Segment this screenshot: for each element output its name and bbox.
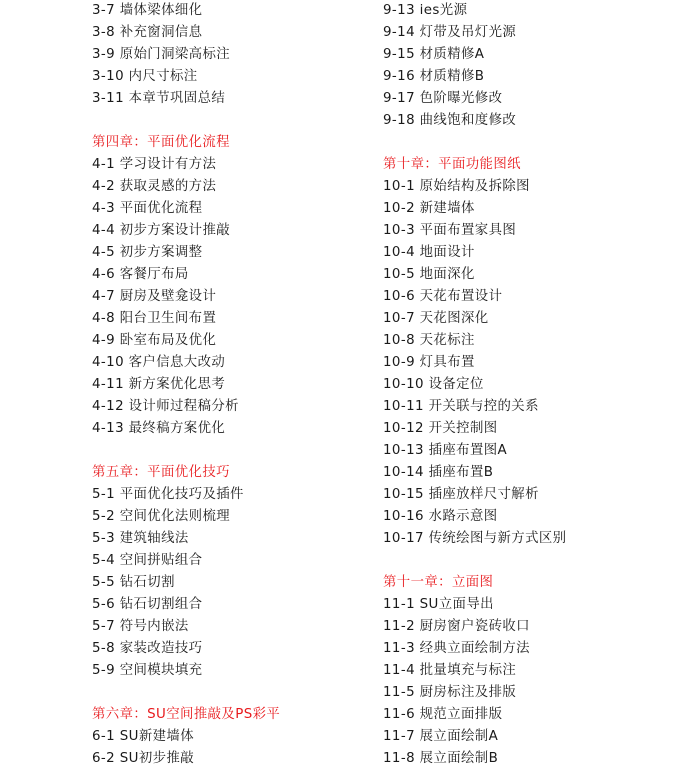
chapter-heading: 第五章：平面优化技巧	[92, 465, 230, 480]
lesson-item: 11-7 展立面绘制A	[383, 729, 499, 744]
lesson-item: 5-3 建筑轴线法	[92, 531, 189, 546]
lesson-item: 4-9 卧室布局及优化	[92, 333, 217, 348]
lesson-item: 5-6 钻石切割组合	[92, 597, 203, 612]
lesson-item: 10-16 水路示意图	[383, 509, 498, 524]
lesson-item: 9-15 材质精修A	[383, 47, 485, 62]
lesson-item: 10-15 插座放样尺寸解析	[383, 487, 539, 502]
section-spacer	[92, 110, 280, 132]
lesson-item: 4-10 客户信息大改动	[92, 355, 226, 370]
lesson-item: 3-11 本章节巩固总结	[92, 91, 226, 106]
lesson-item: 6-1 SU新建墙体	[92, 729, 194, 744]
lesson-item: 4-5 初步方案调整	[92, 245, 203, 260]
lesson-item: 11-4 批量填充与标注	[383, 663, 517, 678]
lesson-item: 11-5 厨房标注及排版	[383, 685, 517, 700]
lesson-item: 10-3 平面布置家具图	[383, 223, 517, 238]
lesson-item: 3-9 原始门洞梁高标注	[92, 47, 231, 62]
lesson-item: 11-6 规范立面排版	[383, 707, 503, 722]
lesson-item: 9-17 色阶曝光修改	[383, 91, 503, 106]
lesson-item: 4-2 获取灵感的方法	[92, 179, 217, 194]
lesson-item: 10-8 天花标注	[383, 333, 475, 348]
lesson-item: 9-18 曲线饱和度修改	[383, 113, 517, 128]
chapter-heading: 第十一章：立面图	[383, 575, 494, 590]
lesson-item: 4-3 平面优化流程	[92, 201, 203, 216]
lesson-item: 11-8 展立面绘制B	[383, 751, 499, 766]
lesson-item: 4-4 初步方案设计推敲	[92, 223, 231, 238]
chapter-heading: 第六章：SU空间推敲及PS彩平	[92, 707, 281, 722]
lesson-item: 4-7 厨房及壁龛设计	[92, 289, 217, 304]
lesson-item: 4-8 阳台卫生间布置	[92, 311, 217, 326]
lesson-item: 4-6 客餐厅布局	[92, 267, 189, 282]
lesson-item: 4-13 最终稿方案优化	[92, 421, 226, 436]
lesson-item: 5-1 平面优化技巧及插件	[92, 487, 244, 502]
lesson-item: 10-7 天花图深化	[383, 311, 489, 326]
lesson-item: 4-1 学习设计有方法	[92, 157, 217, 172]
lesson-item: 5-2 空间优化法则梳理	[92, 509, 231, 524]
lesson-item: 11-1 SU立面导出	[383, 597, 494, 612]
lesson-item: 5-7 符号内嵌法	[92, 619, 189, 634]
lesson-item: 10-11 开关联与控的关系	[383, 399, 539, 414]
lesson-item: 3-10 内尺寸标注	[92, 69, 198, 84]
section-spacer	[383, 132, 566, 154]
lesson-item: 5-5 钻石切割	[92, 575, 175, 590]
lesson-item: 10-12 开关控制图	[383, 421, 498, 436]
lesson-item: 3-8 补充窗洞信息	[92, 25, 203, 40]
lesson-item: 5-8 家装改造技巧	[92, 641, 203, 656]
lesson-item: 11-3 经典立面绘制方法	[383, 641, 530, 656]
lesson-item: 4-11 新方案优化思考	[92, 377, 226, 392]
section-spacer	[383, 550, 566, 572]
lesson-item: 6-2 SU初步推敲	[92, 751, 194, 766]
lesson-item: 5-9 空间模块填充	[92, 663, 203, 678]
left-column	[92, 0, 280, 770]
lesson-item: 5-4 空间拼贴组合	[92, 553, 203, 568]
lesson-item: 9-13 ies光源	[383, 3, 468, 18]
lesson-item: 10-14 插座布置B	[383, 465, 494, 480]
section-spacer	[92, 440, 280, 462]
lesson-item: 10-13 插座布置图A	[383, 443, 508, 458]
lesson-item: 10-6 天花布置设计	[383, 289, 503, 304]
lesson-item: 9-16 材质精修B	[383, 69, 485, 84]
lesson-item: 10-10 设备定位	[383, 377, 484, 392]
chapter-heading: 第四章：平面优化流程	[92, 135, 230, 150]
section-spacer	[92, 682, 280, 704]
lesson-item: 10-1 原始结构及拆除图	[383, 179, 530, 194]
lesson-item: 3-7 墙体梁体细化	[92, 3, 203, 18]
lesson-item: 4-12 设计师过程稿分析	[92, 399, 239, 414]
lesson-item: 9-14 灯带及吊灯光源	[383, 25, 517, 40]
lesson-item: 10-4 地面设计	[383, 245, 475, 260]
lesson-item: 10-9 灯具布置	[383, 355, 475, 370]
lesson-item: 10-5 地面深化	[383, 267, 475, 282]
lesson-item: 11-2 厨房窗户瓷砖收口	[383, 619, 530, 634]
chapter-heading: 第十章：平面功能图纸	[383, 157, 521, 172]
right-column	[383, 0, 566, 770]
lesson-item: 10-17 传统绘图与新方式区别	[383, 531, 567, 546]
lesson-item: 10-2 新建墙体	[383, 201, 475, 216]
